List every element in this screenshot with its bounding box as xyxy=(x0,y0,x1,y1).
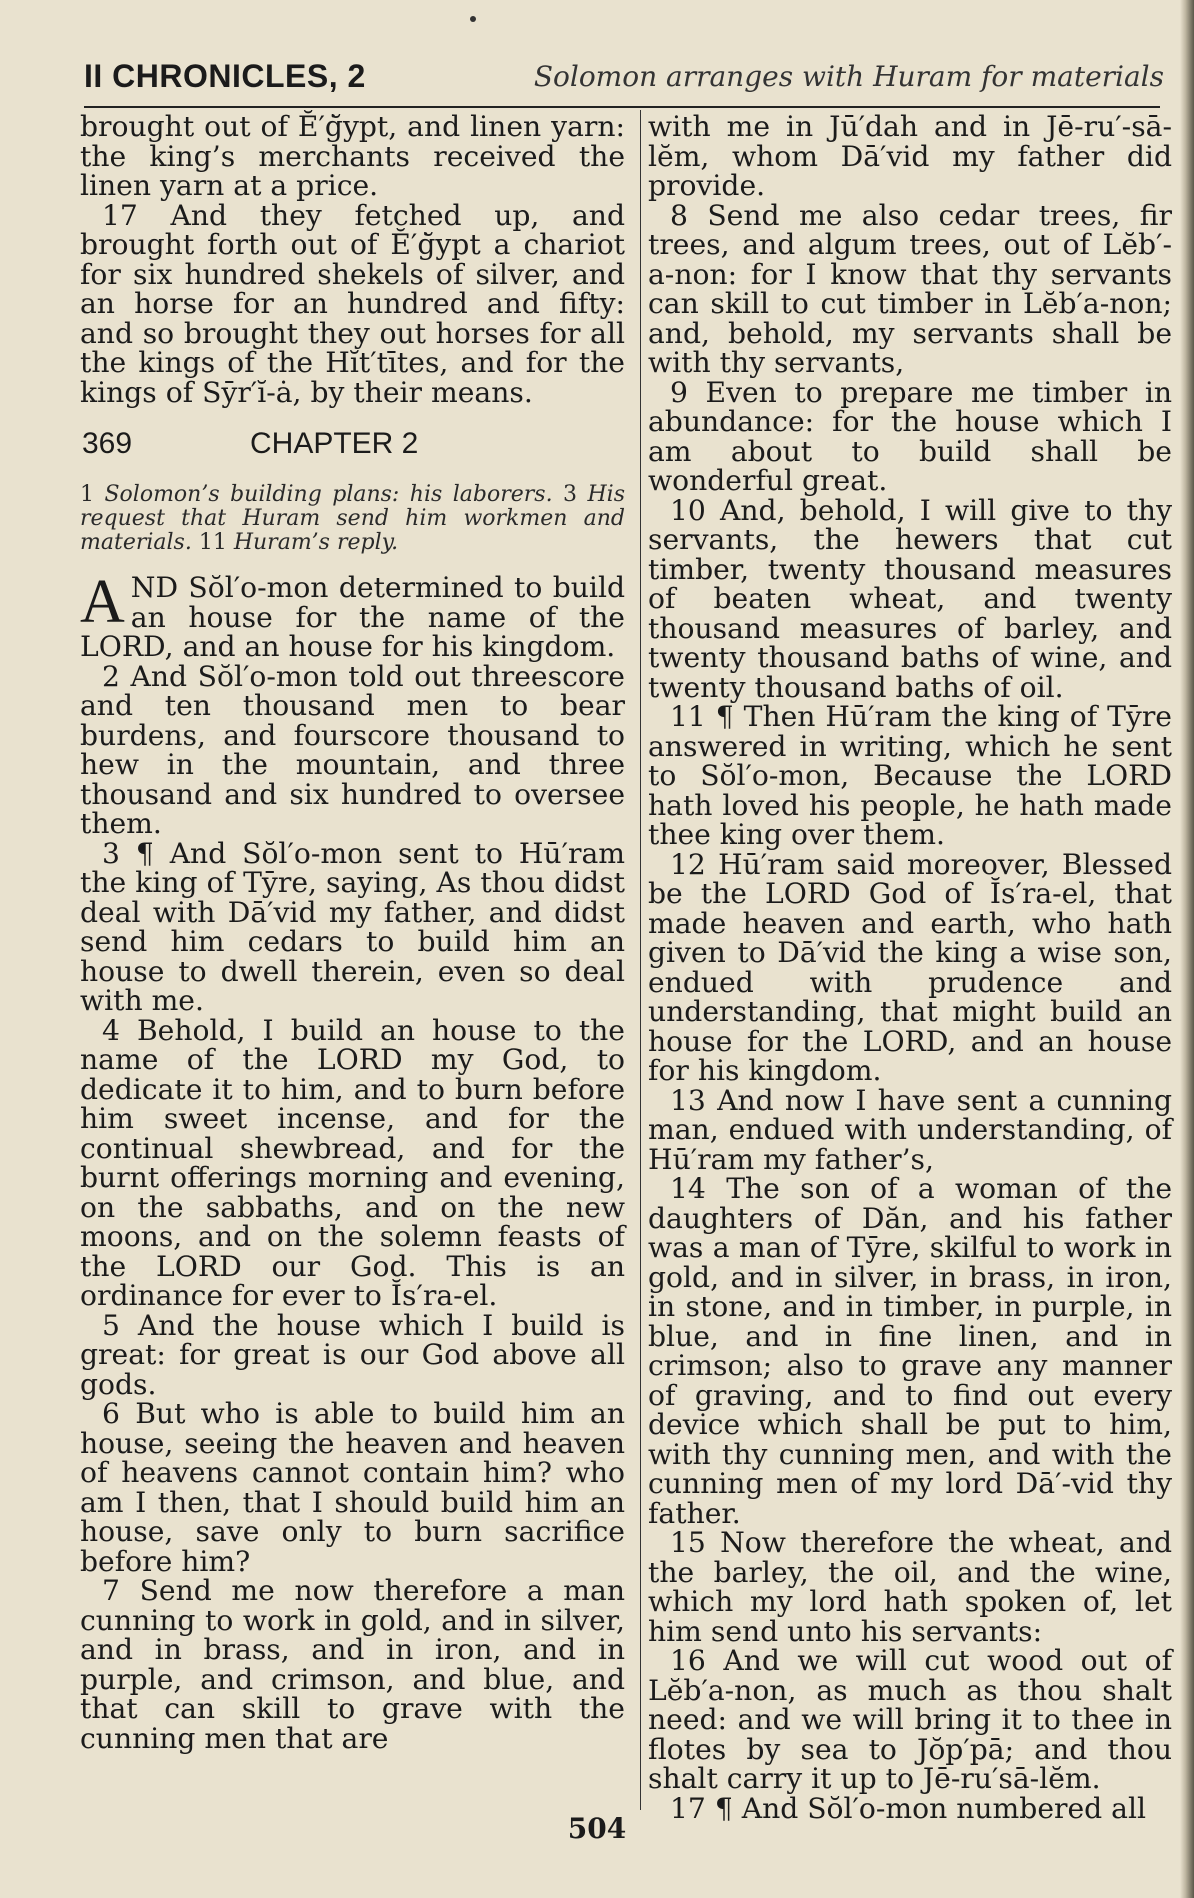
verse-16: 16 And we will cut wood out of Lĕb′a-non, as much as thou shalt need: and we will bring it to thee in flotes by sea to Jŏp′pā; and thou shalt carry it up to Jē-ru′sā-lĕm. xyxy=(648,1644,1172,1795)
verse-1 xyxy=(80,568,625,663)
book-chapter-title: II CHRONICLES, 2 xyxy=(84,58,366,94)
verse-10: 10 And, behold, I will give to thy servants, the hewers that cut timber, twenty thousand measures of beaten wheat, and twenty thousand measures of barley, and twenty thousand baths of wine, and twenty thousand baths of oil. xyxy=(648,493,1172,704)
left-column xyxy=(80,112,625,1753)
drop-cap: A xyxy=(80,568,125,636)
chapter-title: CHAPTER 2 xyxy=(250,427,419,460)
page-number: 504 xyxy=(567,1812,627,1845)
running-header xyxy=(84,58,1164,106)
header-rule xyxy=(84,106,1160,108)
summary-ref: 3 xyxy=(563,482,578,507)
chapter-number: 369 xyxy=(82,427,133,460)
chapter-heading xyxy=(80,429,625,473)
right-column xyxy=(648,112,1172,1823)
verse-11: 11 ¶ Then Hū′ram the king of Tȳre answered in writing, which he sent to Sŏl′o-mon, Because the LORD hath loved his people, he hath made thee king over them. xyxy=(648,700,1172,851)
paragraph: with me in Jū′dah and in Jē-ru′-sā-lĕm, whom Dā′vid my father did provide. xyxy=(648,110,1172,202)
verse-3: 3 ¶ And Sŏl′o-mon sent to Hū′ram the king of Tȳre, saying, As thou didst deal with Dā′vid my father, and didst send him cedars to build him an house to dwell therein, even so deal with me. xyxy=(80,836,625,1017)
verse-17: 17 And they fetched up, and brought forth out of Ĕ′ġ̆ypt a chariot for six hundred shekels of silver, and an horse for an hundred and fifty: and so brought they out horses for all the kings of the Hĭt′tītes, and for the kings of Sȳr′ĭ-ȧ, by their means. xyxy=(80,198,625,409)
verse-17: 17 ¶ And Sŏl′o-mon numbered all xyxy=(670,1791,1146,1825)
summary-text: Huram’s reply. xyxy=(233,530,399,555)
summary-text: Solomon’s building plans: his laborers. xyxy=(104,482,553,507)
verse-9: 9 Even to prepare me timber in abundance: for the house which I am about to build shall be wonderful great. xyxy=(648,375,1172,497)
verse-1-text: ND Sŏl′o-mon determined to build an house for the name of the LORD, and an house for his kingdom. xyxy=(80,571,625,663)
running-title: Solomon arranges with Huram for materials xyxy=(533,60,1164,93)
verse-5: 5 And the house which I build is great: for great is our God above all gods. xyxy=(80,1308,625,1401)
verse-13: 13 And now I have sent a cunning man, endued with understanding, of Hū′ram my father’s, xyxy=(648,1083,1172,1176)
verse-4: 4 Behold, I build an house to the name of the LORD my God, to dedicate it to him, and to burn before him sweet incense, and for the continual shewbread, and for the burnt offerings morning and evening, on the sabbaths, and on the new moons, and on the solemn feasts of the LORD our God. This is an ordinance for ever to Ĭs′ra-el. xyxy=(80,1013,625,1312)
summary-ref: 1 xyxy=(80,482,94,507)
summary-text: His request that Huram send him workmen and materials. xyxy=(80,482,626,555)
verse-8: 8 Send me also cedar trees, fir trees, and algum trees, out of Lĕb′-a-non: for I know that thy servants can skill to cut timber in Lĕb′a-non; and, behold, my servants shall be with thy servants, xyxy=(648,198,1172,379)
summary-ref: 11 xyxy=(198,530,227,555)
verse-6: 6 But who is able to build him an house, seeing the heaven and heaven of heavens cannot contain him? who am I then, that I should build him an house, save only to burn sacrifice before him? xyxy=(80,1397,625,1578)
column-divider xyxy=(640,110,641,1810)
page-mark xyxy=(470,16,476,22)
verse-12: 12 Hū′ram said moreover, Blessed be the LORD God of Ĭs′ra-el, that made heaven and earth, who hath given to Dā′vid the king a wise son, endued with prudence and understanding, that might build an house for the LORD, and an house for his kingdom. xyxy=(648,847,1172,1087)
page-edge-shadow xyxy=(1180,0,1194,1898)
paragraph: brought out of Ĕ′ġ̆ypt, and linen yarn: the king’s merchants received the linen yarn at a price. xyxy=(80,110,625,202)
verse-14: 14 The son of a woman of the daughters of Dăn, and his father was a man of Tȳre, skilful to work in gold, and in silver, in brass, in iron, in stone, and in timber, in purple, in blue, and in fine linen, and in crimson; also to grave any manner of graving, and to find out every device which shall be put to him, with thy cunning men, and with the cunning men of my lord Dā′-vid thy father. xyxy=(648,1172,1172,1530)
verse-15: 15 Now therefore the wheat, and the barley, the oil, and the wine, which my lord hath spoken of, let him send unto his servants: xyxy=(648,1526,1172,1648)
chapter-summary xyxy=(80,483,625,555)
verse-2: 2 And Sŏl′o-mon told out threescore and ten thousand men to bear burdens, and fourscore thousand to hew in the mountain, and three thousand and six hundred to oversee them. xyxy=(80,659,625,840)
verse-7: 7 Send me now therefore a man cunning to work in gold, and in silver, and in brass, and in iron, and in purple, and crimson, and blue, and that can skill to grave with the cunning men that are xyxy=(80,1574,625,1755)
